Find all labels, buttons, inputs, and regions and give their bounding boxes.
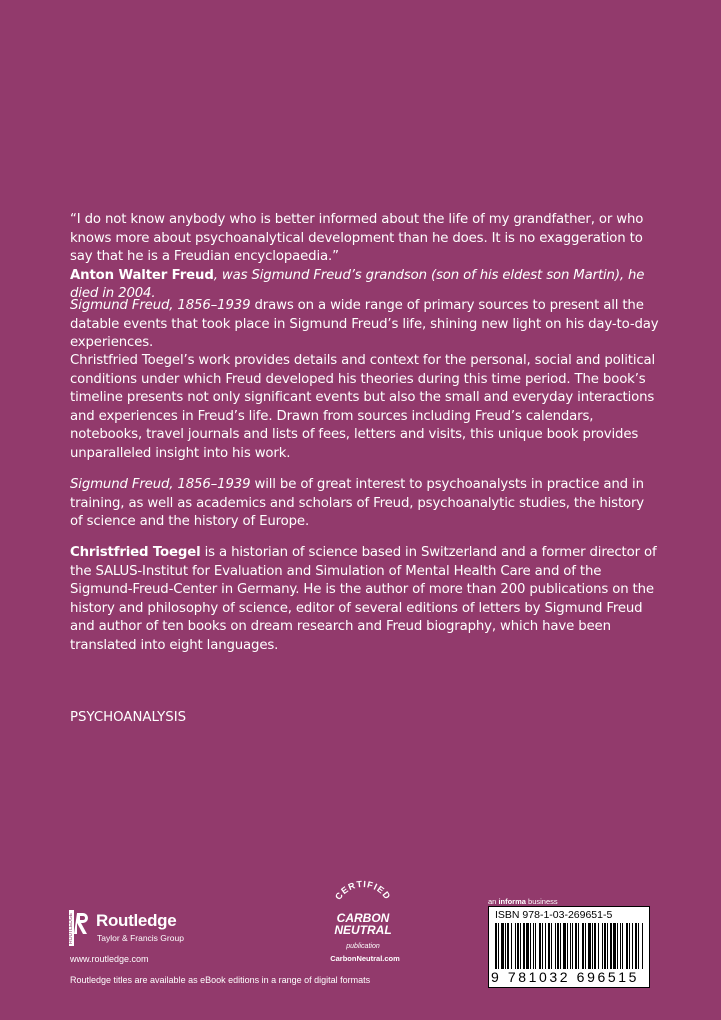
barcode-bar (617, 923, 618, 969)
barcode-bars (495, 923, 645, 969)
barcode-bar (613, 923, 616, 969)
barcode-bar (560, 923, 561, 969)
barcode-bar (557, 923, 559, 969)
book-title-ref: Sigmund Freud, 1856–1939 (70, 298, 251, 313)
subject-category: PSYCHOANALYSIS (70, 710, 187, 725)
barcode-bar (505, 923, 506, 969)
barcode-bar (530, 923, 531, 969)
informa-brand: informa (498, 897, 526, 906)
svg-text:CERTIFIED (333, 880, 393, 902)
barcode-bar (602, 923, 603, 969)
barcode-bar (570, 923, 571, 969)
barcode-bar (632, 923, 633, 969)
barcode-bar (551, 923, 552, 969)
barcode-bar (572, 923, 573, 969)
barcode-bar (638, 923, 639, 969)
author-name: Christfried Toegel (70, 545, 201, 560)
carbon-sub: publication (346, 943, 380, 950)
routledge-mark-text: ROUTLEDGE (68, 912, 74, 944)
barcode-digits: 9 781032 696515 (491, 969, 639, 985)
attribution-name: Anton Walter Freud (70, 267, 214, 283)
barcode-bar (542, 923, 543, 969)
barcode-bar (592, 923, 593, 969)
description-paragraph (70, 297, 660, 353)
barcode-bar (501, 923, 504, 969)
barcode-bar (515, 923, 516, 969)
barcode-bar (539, 923, 541, 969)
book-title-ref: Sigmund Freud, 1856–1939 (70, 477, 251, 492)
barcode-bar (548, 923, 550, 969)
context-text: Christfried Toegel’s work provides details and context for the personal, social and political conditions under which Freud developed his theories during this time period. The book’s timeline presents not only significant events but also the small and everyday interactions and experiences in Freud’s life. Drawn from sources including Freud’s calendars, notebooks, travel journals and lists of fees, letters and visits, this unique book provides unparalleled insight into his work. (70, 353, 656, 461)
barcode-bar (598, 923, 599, 969)
barcode-bar (555, 923, 556, 969)
barcode-bar (575, 923, 577, 969)
publisher-group: Taylor & Francis Group (97, 933, 184, 943)
barcode-bar (495, 923, 497, 969)
barcode-bar (498, 923, 499, 969)
barcode-bar (563, 923, 566, 969)
barcode-bar (533, 923, 534, 969)
barcode-bar (622, 923, 623, 969)
barcode-bar (545, 923, 546, 969)
barcode-bar (520, 923, 521, 969)
barcode-bar (526, 923, 529, 969)
carbon-line2: NEUTRAL (334, 923, 392, 937)
barcode-bar (578, 923, 579, 969)
barcode-bar (610, 923, 612, 969)
barcode-bar (582, 923, 584, 969)
barcode-bar (523, 923, 525, 969)
informa-line: an informa business (488, 897, 558, 906)
routledge-mark-icon (68, 910, 92, 946)
publisher-url[interactable]: www.routledge.com (70, 954, 149, 964)
isbn-text: ISBN 978-1-03-269651-5 (495, 909, 613, 921)
barcode-bar (535, 923, 536, 969)
isbn-barcode (488, 906, 650, 988)
barcode-bar (629, 923, 630, 969)
barcode-bar (507, 923, 509, 969)
publisher-name: Routledge (96, 911, 177, 930)
barcode-bar (607, 923, 608, 969)
attribution-detail: , was Sigmund Freud’s grandson (son of his eldest son Martin), he died in 2004. (70, 267, 645, 302)
context-paragraph (70, 352, 660, 464)
barcode-bar (604, 923, 606, 969)
carbon-line1: CARBON (336, 911, 390, 925)
barcode-bar (567, 923, 568, 969)
barcode-bar (588, 923, 591, 969)
author-bio-text: is a historian of science based in Switzerland and a former director of the SALUS-Institut for Evaluation and Simulation of Mental Health Care and of the Sigmund-Freud-Center in Germany. He is the author of more than 200 publications on the history and philosophy of science, editor of several editions of letters by Sigmund Freud and author of ten books on dream research and Freud biography, which have been translated into eight languages. (70, 545, 657, 653)
barcode-bar (594, 923, 596, 969)
barcode-bar (517, 923, 519, 969)
barcode-bar (626, 923, 628, 969)
quote-text: “I do not know anybody who is better informed about the life of my grandfather, or who knows more about psychoanalytical development than he does. It is no exaggeration to say that he is a Freudian encyclopaedia.” (70, 212, 644, 265)
carbon-url: CarbonNeutral.com (330, 954, 400, 963)
carbon-certified-text: CERTIFIED (333, 880, 393, 902)
routledge-logo (68, 910, 218, 950)
barcode-bar (635, 923, 637, 969)
description-text: draws on a wide range of primary sources to present all the datable events that took place in Sigmund Freud’s life, shining new light on his day-to-day experiences. (70, 298, 659, 351)
barcode-bar (511, 923, 512, 969)
ebook-note: Routledge titles are available as eBook editions in a range of digital formats (70, 975, 371, 985)
barcode-bar (642, 923, 643, 969)
barcode-bar (620, 923, 621, 969)
audience-text: will be of great interest to psychoanalysts in practice and in training, as well as academics and scholars of Freud, psychoanalytic studies, the history of science and the history of Europe. (70, 477, 645, 530)
endorsement-quote (70, 211, 660, 304)
author-bio (70, 544, 660, 656)
audience-paragraph (70, 476, 660, 532)
barcode-bar (585, 923, 586, 969)
